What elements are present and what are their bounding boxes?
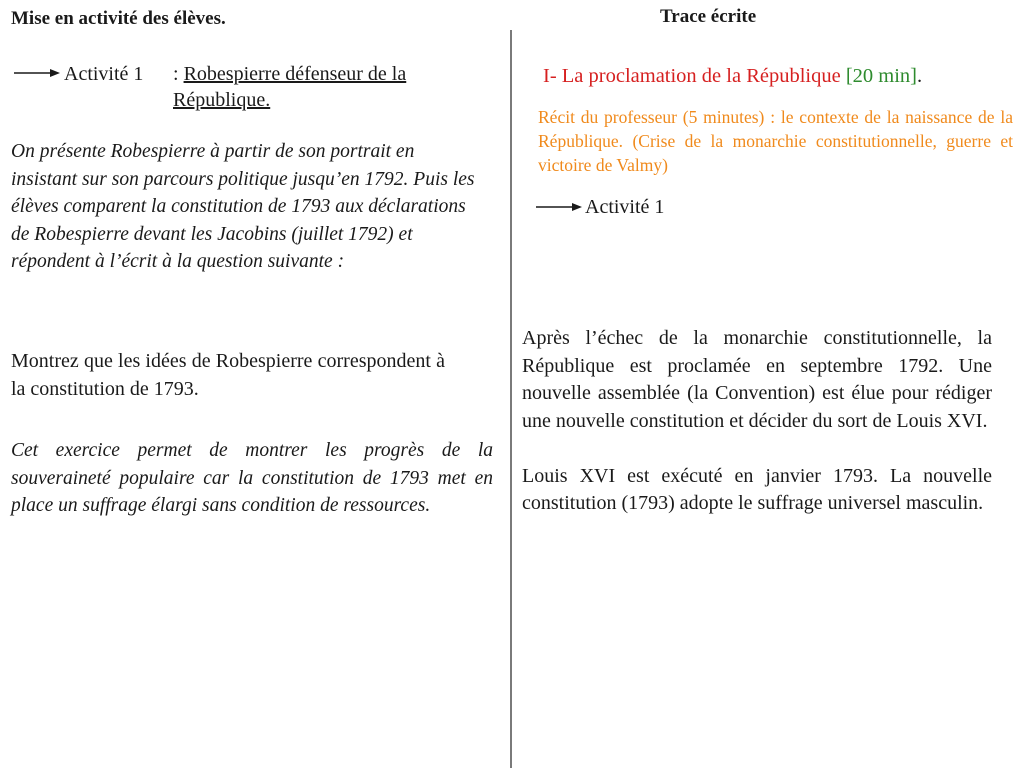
right-column-title: Trace écrite: [660, 6, 757, 27]
right-arrow-icon: [14, 66, 60, 80]
right-arrow-icon: [536, 200, 582, 214]
column-divider: [510, 30, 512, 768]
activity-title: [173, 61, 493, 113]
section-heading-duration: [20 min]: [845, 65, 918, 87]
teacher-narrative-note: Récit du professeur (5 minutes) : le contexte de la naissance de la République. (Crise de la monarchie constitutionnelle, guerre et victoire de Valmy): [538, 107, 1013, 175]
exercise-note: Cet exercice permet de montrer les progrès de la souveraineté populaire car la constitution de 1793 met en place un suffrage élargi sans condition de ressources.: [11, 440, 493, 516]
summary-paragraph: Après l’échec de la monarchie constitutionnelle, la République est proclamée en septembre 1792. Une nouvelle assemblée (la Convention) est élue pour rédiger une nouvelle constitution et décider du sort de Louis XVI.: [522, 327, 992, 432]
written-summary: [522, 325, 992, 545]
activity-label: Activité 1: [64, 63, 144, 85]
left-column-title: Mise en activité des élèves.: [11, 8, 226, 29]
activity-title-prefix: :: [173, 63, 184, 85]
section-heading-end: .: [917, 65, 923, 87]
student-question: Montrez que les idées de Robespierre correspondent à la constitution de 1793.: [11, 350, 445, 400]
summary-paragraph: Louis XVI est exécuté en janvier 1793. La nouvelle constitution (1793) adopte le suffrage universel masculin.: [522, 464, 992, 514]
activity-intro-text: On présente Robespierre à partir de son portrait en insistant sur son parcours politique jusqu’en 1792. Puis les élèves comparent la constitution de 1793 aux déclarations de Robespierre devant les Jacobins (juillet 1792) et répondent à l’écrit à la question suivante :: [11, 141, 475, 272]
activity-label: Activité 1: [585, 196, 665, 218]
section-heading: [543, 65, 922, 88]
activity-title-text: Robespierre défenseur de la République.: [173, 63, 407, 111]
section-heading-title: I- La proclamation de la République: [543, 65, 846, 87]
